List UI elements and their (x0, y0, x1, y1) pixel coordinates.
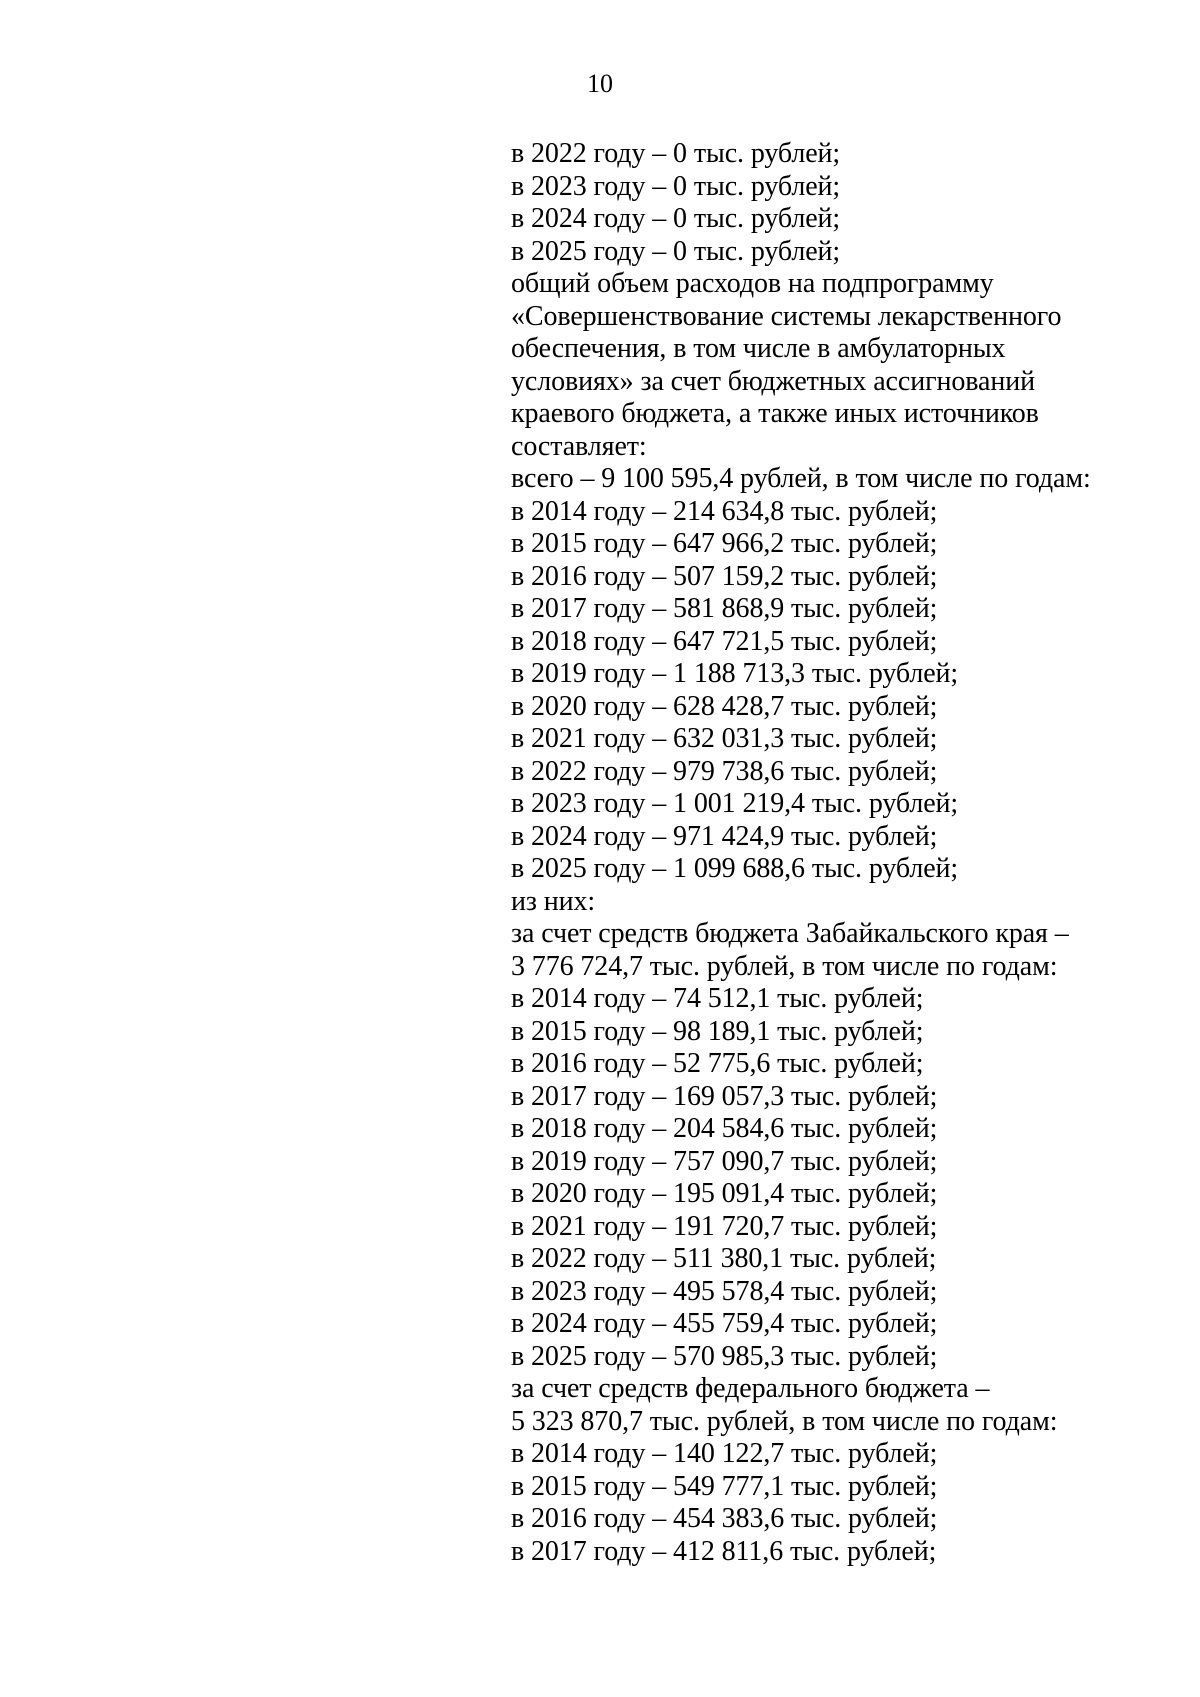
text-line: составляет: (511, 430, 647, 462)
text-line: в 2017 году – 412 811,6 тыс. рублей; (511, 1535, 937, 1567)
document-body (511, 138, 1161, 1568)
text-line: в 2025 году – 1 099 688,6 тыс. рублей; (511, 853, 959, 884)
text-line: в 2021 году – 191 720,7 тыс. рублей; (511, 1210, 938, 1242)
text-line: в 2016 году – 454 383,6 тыс. рублей; (511, 1503, 938, 1534)
text-line: в 2018 году – 204 584,6 тыс. рублей; (511, 1113, 938, 1144)
text-line: из них: (511, 885, 596, 917)
text-line: в 2024 году – 971 424,9 тыс. рублей; (511, 820, 938, 852)
text-line: в 2014 году – 140 122,7 тыс. рублей; (511, 1438, 938, 1469)
text-line: в 2017 году – 581 868,9 тыс. рублей; (511, 593, 938, 624)
text-line: за счет средств бюджета Забайкальского края – (511, 918, 1069, 949)
text-line: 3 776 724,7 тыс. рублей, в том числе по годам: (511, 950, 1058, 982)
text-line: в 2015 году – 98 189,1 тыс. рублей; (511, 1015, 924, 1047)
text-line: в 2015 году – 549 777,1 тыс. рублей; (511, 1470, 938, 1502)
text-line: в 2020 году – 628 428,7 тыс. рублей; (511, 690, 938, 722)
text-line: в 2023 году – 1 001 219,4 тыс. рублей; (511, 788, 959, 819)
text-line: в 2016 году – 507 159,2 тыс. рублей; (511, 560, 938, 592)
text-line: в 2024 году – 0 тыс. рублей; (511, 203, 841, 234)
text-line: в 2019 году – 757 090,7 тыс. рублей; (511, 1145, 938, 1177)
text-line: краевого бюджета, а также иных источников (511, 398, 1039, 429)
text-line: «Совершенствование системы лекарственного (511, 300, 1062, 332)
text-line: 5 323 870,7 тыс. рублей, в том числе по годам: (511, 1405, 1058, 1437)
text-line: в 2014 году – 214 634,8 тыс. рублей; (511, 495, 938, 527)
page-number: 10 (587, 69, 613, 98)
text-line: в 2024 году – 455 759,4 тыс. рублей; (511, 1308, 938, 1339)
text-line: общий объем расходов на подпрограмму (511, 268, 994, 299)
text-line: в 2025 году – 0 тыс. рублей; (511, 235, 841, 267)
text-line: в 2019 году – 1 188 713,3 тыс. рублей; (511, 658, 959, 689)
text-line: в 2022 году – 0 тыс. рублей; (511, 138, 841, 169)
text-line: за счет средств федерального бюджета – (511, 1373, 990, 1404)
text-line: условиях» за счет бюджетных ассигнований (511, 365, 1035, 397)
text-line: в 2025 году – 570 985,3 тыс. рублей; (511, 1340, 938, 1372)
text-line: в 2022 году – 511 380,1 тыс. рублей; (511, 1243, 937, 1274)
text-line: в 2023 году – 0 тыс. рублей; (511, 170, 841, 202)
text-line: в 2016 году – 52 775,6 тыс. рублей; (511, 1048, 924, 1079)
text-line: в 2023 году – 495 578,4 тыс. рублей; (511, 1275, 938, 1307)
text-line: в 2022 году – 979 738,6 тыс. рублей; (511, 755, 938, 787)
text-line: всего – 9 100 595,4 рублей, в том числе по годам: (511, 463, 1091, 494)
text-line: в 2014 году – 74 512,1 тыс. рублей; (511, 983, 924, 1014)
text-line: в 2020 году – 195 091,4 тыс. рублей; (511, 1178, 938, 1209)
text-line: обеспечения, в том числе в амбулаторных (511, 333, 1006, 364)
text-line: в 2017 году – 169 057,3 тыс. рублей; (511, 1080, 938, 1112)
text-line: в 2015 году – 647 966,2 тыс. рублей; (511, 528, 938, 559)
text-line: в 2018 году – 647 721,5 тыс. рублей; (511, 625, 938, 657)
text-line: в 2021 году – 632 031,3 тыс. рублей; (511, 723, 938, 754)
